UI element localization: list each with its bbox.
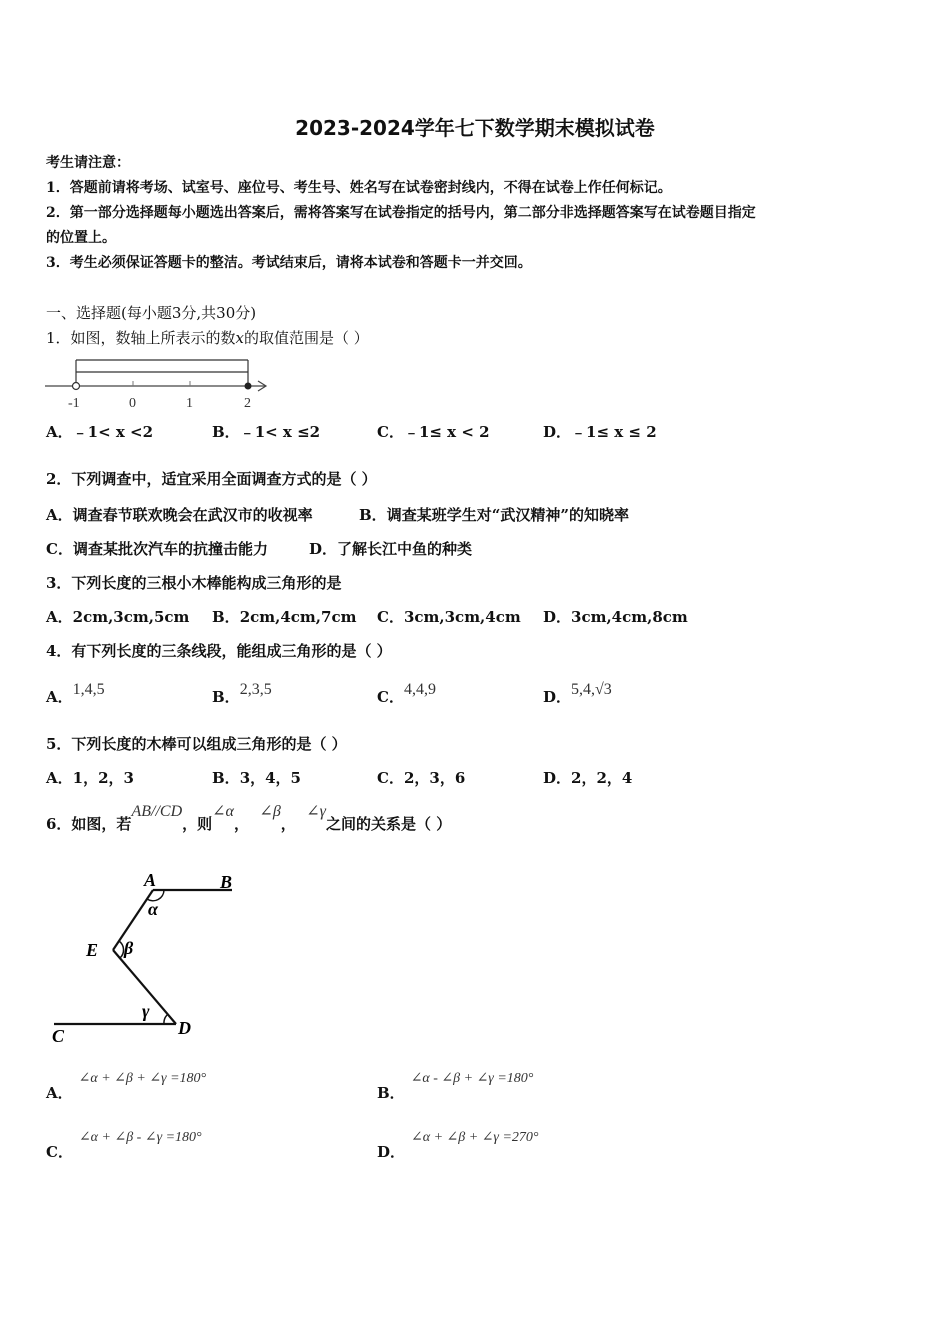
q6-option-a[interactable]: A．∠α + ∠β + ∠γ =180° [46,1071,207,1102]
q4-option-c[interactable]: C．4,4,9 [377,681,436,706]
q2-option-b[interactable]: B．调查某班学生对“武汉精神”的知晓率 [359,506,629,524]
label-e: E [86,940,99,960]
q1-option-b[interactable]: B．﹣1< x ≤2 [212,423,321,441]
q3-option-a[interactable]: A．2cm,3cm,5cm [46,608,190,626]
q1-option-a[interactable]: A．﹣1< x <2 [46,423,154,441]
q6-angle-alpha: ∠α [212,803,234,820]
q6-angle-gamma: ∠γ [306,803,326,820]
q1-stem [46,327,369,348]
tick-label: 0 [129,396,136,411]
q2-option-c[interactable]: C．调查某批次汽车的抗撞击能力 [46,540,268,558]
q5-option-d[interactable]: D．2，2，4 [543,769,633,787]
q5-stem: 5．下列长度的木棒可以组成三角形的是（ ） [46,735,347,753]
notice-item-3: 3．考生必须保证答题卡的整洁。考试结束后，请将本试卷和答题卡一并交回。 [46,255,532,271]
label-a: A [144,870,157,890]
notice-heading: 考生请注意： [46,155,130,171]
q2-option-a[interactable]: A．调查春节联欢晚会在武汉市的收视率 [46,506,313,524]
q1-option-d[interactable]: D．﹣1≤ x ≤ 2 [543,423,657,441]
open-endpoint [73,383,80,390]
label-alpha: α [148,899,158,919]
q5-option-c[interactable]: C．2，3，6 [377,769,466,787]
notice-item-1: 1．答题前请将考场、试室号、座位号、考生号、姓名写在试卷密封线内，不得在试卷上作任何标记。 [46,180,672,196]
q4-option-a[interactable]: A．1,4,5 [46,681,105,706]
q6-stem: 6．如图，若AB//CD，则∠α， ∠β， ∠γ之间的关系是（ ） [46,803,452,833]
q2-option-d[interactable]: D．了解长江中鱼的种类 [309,540,473,558]
tick-label: 2 [244,396,251,411]
section-heading: 一、选择题(每小题3分,共30分) [46,304,257,322]
q6-angle-beta: ∠β [259,803,281,820]
notice-item-2: 2．第一部分选择题每小题选出答案后，需将答案写在试卷指定的括号内，第二部分非选择题答案写在试卷题目指定 [46,205,756,221]
tick-label: -1 [68,396,80,411]
notice-item-2-cont: 的位置上。 [46,230,116,246]
q6-figure [40,862,260,1047]
tick-label: 1 [186,396,193,411]
q5-option-a[interactable]: A．1，2，3 [46,769,134,787]
q1-number-line [40,352,280,412]
q4-stem: 4．有下列长度的三条线段，能组成三角形的是（ ） [46,642,392,660]
q6-option-b[interactable]: B．∠α - ∠β + ∠γ =180° [377,1071,534,1102]
q3-option-b[interactable]: B．2cm,4cm,7cm [212,608,357,626]
page-title: 2023-2024学年七下数学期末模拟试卷 [295,116,655,140]
q4-option-b[interactable]: B．2,3,5 [212,681,272,706]
closed-endpoint [245,383,252,390]
q6-condition: AB//CD [131,803,183,820]
label-beta: β [124,938,134,958]
q3-option-c[interactable]: C．3cm,3cm,4cm [377,608,521,626]
q2-stem: 2．下列调查中，适宜采用全面调查方式的是（ ） [46,470,377,488]
q3-stem: 3．下列长度的三根小木棒能构成三角形的是 [46,574,342,592]
q1-stem-end: 的取值范围是（ ） [244,329,369,347]
q1-stem-text: 1．如图，数轴上所表示的数 [46,329,236,347]
q1-option-c[interactable]: C．﹣1≤ x < 2 [377,423,490,441]
label-b: B [220,872,233,892]
label-c: C [52,1026,65,1046]
q3-option-d[interactable]: D．3cm,4cm,8cm [543,608,688,626]
q6-option-c[interactable]: C．∠α + ∠β - ∠γ =180° [46,1130,202,1161]
q6-option-d[interactable]: D．∠α + ∠β + ∠γ =270° [377,1130,539,1161]
q4-option-d[interactable]: D．5,4,√3 [543,681,612,706]
label-d: D [178,1018,191,1038]
q1-var: x [235,329,245,347]
q5-option-b[interactable]: B．3，4，5 [212,769,301,787]
label-gamma: γ [142,1001,150,1021]
